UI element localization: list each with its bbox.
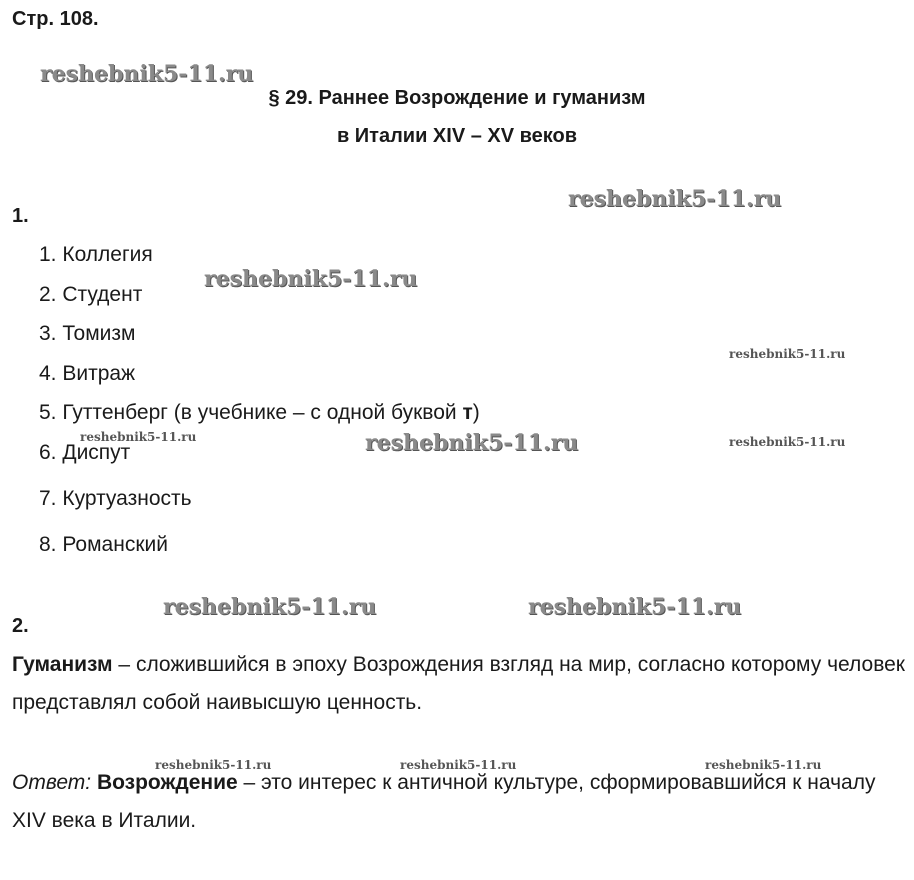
section-title: § 29. Раннее Возрождение и гуманизм — [268, 87, 646, 109]
answer-label: Ответ: — [12, 771, 92, 794]
answer-item-7: 7. Куртуазность — [39, 487, 192, 510]
watermark: reshebnik5-11.ru — [400, 758, 517, 772]
watermark: reshebnik5-11.ru — [80, 430, 197, 444]
watermark: reshebnik5-11.ru — [568, 186, 782, 212]
answer-item-8: 8. Романский — [39, 533, 168, 556]
watermark: reshebnik5-11.ru — [365, 430, 579, 456]
watermark: reshebnik5-11.ru — [729, 435, 846, 449]
answer-item-3: 3. Томизм — [39, 322, 136, 345]
answer-paragraph — [12, 764, 905, 840]
answer-item-5-close: ) — [472, 401, 480, 424]
watermark: reshebnik5-11.ru — [528, 594, 742, 620]
watermark: reshebnik5-11.ru — [729, 347, 846, 361]
humanism-definition — [12, 646, 905, 722]
answer-item-5-text: 5. Гуттенберг (в учебнике – с одной буквой — [39, 401, 463, 424]
answer-item-5-bold-letter: т — [462, 401, 473, 424]
answer-item-5 — [39, 401, 480, 425]
humanism-term: Гуманизм — [12, 653, 113, 676]
section-subtitle: в Италии XIV – XV веков — [336, 125, 578, 147]
watermark: reshebnik5-11.ru — [155, 758, 272, 772]
task-2-number: 2. — [12, 615, 29, 637]
answer-item-2: 2. Студент — [39, 283, 143, 306]
answer-item-4: 4. Витраж — [39, 362, 136, 385]
watermark: reshebnik5-11.ru — [40, 61, 254, 87]
answer-text: – это интерес к античной культуре, сформировавшийся к началу XIV века в Италии. — [12, 771, 876, 832]
answer-item-1: 1. Коллегия — [39, 243, 153, 266]
watermark: reshebnik5-11.ru — [705, 758, 822, 772]
watermark: reshebnik5-11.ru — [163, 594, 377, 620]
answer-term: Возрождение — [96, 771, 238, 794]
page-number: Стр. 108. — [12, 8, 99, 30]
answer-item-6: 6. Диспут — [39, 441, 131, 464]
watermark: reshebnik5-11.ru — [204, 266, 418, 292]
humanism-definition-text: – сложившийся в эпоху Возрождения взгляд на мир, согласно которому человек представлял собой наивысшую ценность. — [12, 653, 905, 714]
task-1-number: 1. — [12, 205, 29, 227]
